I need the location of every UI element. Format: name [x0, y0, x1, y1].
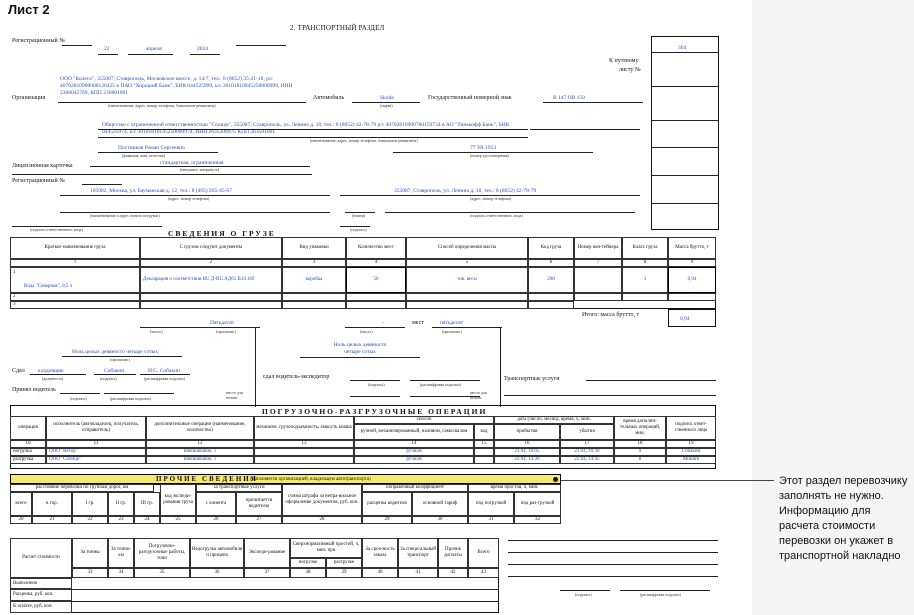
car-caption: (марка) [380, 103, 393, 108]
stub-caption-a: (наименование и адрес пункта погрузки) [90, 213, 160, 218]
stub-caption-b: (подпись ответственного лица) [470, 213, 523, 218]
section-title: 2. ТРАНСПОРТНЫЙ РАЗДЕЛ [290, 24, 385, 32]
other-th-distance: расстояние перевозки по группам дорог, км [10, 484, 154, 492]
calc-colnum: 36 [190, 568, 244, 578]
position-caption: (должность) [42, 376, 63, 381]
other-th-g2: II гр. [108, 492, 134, 516]
cargo-row-mass: 0,94 [668, 267, 716, 293]
reg-label: Регистрационный № [12, 38, 65, 44]
stub-caption-e: (подпись) [350, 227, 367, 232]
pointer-dot [553, 477, 558, 482]
ops-row-extra-time: 9 [614, 448, 666, 456]
places-caption-2: (прописью) [442, 329, 462, 334]
cargo-row-num: 2 [10, 293, 140, 301]
waybill-number: 364 [678, 45, 687, 51]
handed-name: И.С. Собакин [148, 368, 180, 374]
decode-caption: (расшифровка подписи) [144, 376, 185, 381]
cargo-row-empty [346, 293, 406, 301]
cargo-th-name: Краткое наименование груза [10, 237, 140, 259]
cargo-band-title: СВЕДЕНИЯ О ГРУЗЕ [168, 229, 276, 238]
cargo-row-empty [346, 301, 406, 309]
calc-th: Погрузочно-разгрузочные работы, тонн [134, 538, 190, 568]
calc-th: Экспеди-рование [244, 538, 290, 568]
cargo-row-container [574, 267, 622, 293]
other-th-g3: III гр. [134, 492, 160, 516]
other-th-base-rate: основной тариф [412, 492, 468, 516]
ops-row-executor: ООО "Солнце" [46, 456, 146, 464]
cargo-row-class: 3 [622, 267, 668, 293]
other-th-coef: поправочный коэффициент [362, 484, 468, 492]
decode-caption-2: (расшифровка подписи) [420, 382, 461, 387]
driver-handed-label: сдал водитель-экспедитор [263, 374, 330, 380]
carrier-value: Общество с ограниченной ответственностью "Солнце", 355087, Ставрополь, ул. Ленина д. 18, тел.: 8 (8652) 42-78-79 р/с 40702810900760159734 в АО "Тинькофф Банк", БИК 044525974, к/с 30101810145250000974, ИНН 2635208975 КПП 263501001 [102, 122, 510, 135]
cargo-th-pack: Вид упаковки [282, 237, 346, 259]
calc-colnum: 42 [438, 568, 468, 578]
other-band-sub: (заполняется организацией, владельцем автотранспорта) [250, 477, 371, 482]
calc-colnum: 34 [108, 568, 134, 578]
org-value: ООО "Колесо", 355087, Ставрополь, Московское шоссе, д. 14/7, тел.: 8 (8652) 35-21-18, р/с 40702810900000120425 в ПАО "Хороший Банк", БИК 044525999, к/с 30101810845250000999, ИНН 2308045769, КПП 230801001 [60, 76, 293, 96]
count-caption: (число) [150, 329, 163, 334]
mass-written: Ноль целых девяносто четыре сотых [72, 349, 159, 355]
other-colnum: 20 [10, 516, 32, 524]
other-th-city: в гор. [32, 492, 72, 516]
cargo-colnum: 9 [668, 259, 716, 267]
ops-row-op: погрузка [10, 448, 46, 456]
places-written-2: пятьдесят [440, 320, 464, 326]
signature-caption-3: (подпись) [70, 396, 87, 401]
ops-row-extra: взвешивание, 1 [146, 448, 254, 456]
card-caption: (ненужное зачеркнуть) [180, 167, 220, 172]
other-th-due-driver: причитается водителю [236, 492, 282, 516]
other-colnum: 27 [236, 516, 282, 524]
driver-name: Постников Роман Сергеевич [118, 145, 185, 151]
annotation-pointer [558, 480, 774, 481]
calc-colnum: 40 [362, 568, 398, 578]
cargo-row-empty [574, 293, 622, 301]
cargo-th-class: Класс груза [622, 237, 668, 259]
other-th-g1: I гр. [72, 492, 108, 516]
cargo-row-code: 200 [528, 267, 574, 293]
cargo-colnum: 2 [140, 259, 282, 267]
cargo-row-empty [406, 301, 528, 309]
calc-row: Расценка, руб. коп. [10, 589, 72, 601]
other-th-fine: сумма штрафа за непра-вильное оформление документов, руб. коп. [282, 484, 362, 516]
driver-caption: (фамилия, имя, отчество) [122, 153, 166, 158]
cargo-th-method: Способ определения массы [406, 237, 528, 259]
decode-caption-3: (расшифровка подписи) [110, 396, 151, 401]
date-day: 22 [104, 46, 110, 52]
ops-row-code [474, 456, 494, 464]
other-colnum: 30 [412, 516, 468, 524]
services-label: Транспортные услуги [504, 376, 560, 382]
ops-row-departure: 21.04, 10:30 [560, 448, 614, 456]
total-value: 0,94 [680, 316, 690, 322]
car-label: Автомобиль [313, 95, 345, 101]
signature-caption: (подпись) [100, 376, 117, 381]
license-caption: (номер удостоверения) [470, 153, 509, 158]
cargo-row-num: 3 [10, 301, 140, 309]
calc-colnum: 41 [398, 568, 438, 578]
places-caption: (прописью) [216, 329, 236, 334]
ops-th-method-group: способ [354, 416, 494, 424]
calc-colnum: 33 [72, 568, 108, 578]
accepted-label: Принял водитель [12, 387, 56, 393]
other-band-title: ПРОЧИЕ СВЕДЕНИЯ [156, 475, 258, 483]
calc-th: Всего [468, 538, 499, 568]
ops-band-title: ПОГРУЗОЧНО-РАЗГРУЗОЧНЫЕ ОПЕРАЦИИ [262, 407, 488, 416]
cargo-row-pack: коробка [282, 267, 346, 293]
other-colnum: 26 [196, 516, 236, 524]
ops-row-arrival: 22.04, 14:30 [494, 456, 560, 464]
total-label: Итого: масса брутто, т [582, 312, 640, 318]
from-address: 105082, Москва, ул. Бауманская д. 12, тел.: 8 (495) 265-45-67 [90, 188, 232, 194]
cargo-row-empty [528, 293, 574, 301]
calc-colnum: 39 [326, 568, 362, 578]
car-value: Skoda [380, 95, 394, 101]
ops-colnum: 19 [666, 440, 716, 448]
other-colnum: 29 [362, 516, 412, 524]
seal-label: место для печати [226, 390, 243, 400]
org-caption: (наименование, адрес, номер телефона, банковские реквизиты) [108, 103, 216, 108]
other-colnum: 22 [72, 516, 108, 524]
card-label: Лицензионная карточка [12, 163, 73, 169]
ops-row-extra-time: 8 [614, 456, 666, 464]
ops-row-op: разгрузка [10, 456, 46, 464]
plate-value: В 147 ОВ 150 [553, 95, 585, 101]
cargo-row-name: Вода "Северная", 0,5 л [24, 283, 73, 289]
other-th-services: за транспортные услуги [196, 484, 282, 492]
ops-th-extra: дополнительные операции (наименование, количество) [146, 416, 254, 440]
calc-th: Сверхнормативный простой, ч, мин. при [290, 538, 362, 558]
cargo-row-docs: Декларация о соответствии RU Д-RU.АД61.В.01169 [140, 267, 282, 293]
calc-row-label: Расчет стоимости [10, 538, 72, 578]
handed-signature: Собакин [104, 368, 125, 374]
calc-th-sub: погрузке [290, 558, 326, 568]
ops-th-method: ручной, механизированный, наливом, самосвалом [354, 424, 474, 440]
calc-colnum: 37 [244, 568, 290, 578]
calc-sign-caption: (подпись) [575, 592, 592, 597]
ops-th-departure: убытия [560, 424, 614, 440]
cargo-colnum: 6 [528, 259, 574, 267]
ops-colnum: 13 [254, 440, 354, 448]
handed-label: Сдал [12, 368, 25, 374]
ops-row-arrival: 21.04, 10:05 [494, 448, 560, 456]
cargo-colnum: 8 [622, 259, 668, 267]
ops-colnum: 14 [354, 440, 474, 448]
ops-row-method: ручной [354, 448, 474, 456]
cargo-colnum: 3 [282, 259, 346, 267]
other-th-loading: под погрузкой [468, 492, 514, 516]
calc-colnum: 38 [290, 568, 326, 578]
to-address: 355087, Ставрополь, ул. Ленина д. 18, тел.: 8 (8652) 42-78-79 [394, 188, 537, 194]
cargo-colnum: 7 [574, 259, 622, 267]
stub-caption-d: (подпись ответственного лица) [30, 227, 83, 232]
waybill-label-1: К путевому [609, 58, 639, 64]
cargo-row-empty [282, 293, 346, 301]
cargo-th-code: Код груза [528, 237, 574, 259]
cargo-row-method: тов. весы [406, 267, 528, 293]
seal-label-2: место для печати [470, 390, 487, 400]
cargo-row-num: 1 [10, 267, 140, 293]
ops-th-datetime: дата (число, месяц), время, ч, мин. [494, 416, 614, 424]
other-colnum: 23 [108, 516, 134, 524]
ops-row-departure: 22.04, 14:45 [560, 456, 614, 464]
cargo-row-qty: 50 [346, 267, 406, 293]
calc-th: Прочие доплаты [438, 538, 468, 568]
cargo-row-empty [406, 293, 528, 301]
cargo-row-empty [622, 293, 668, 301]
cargo-row-empty [668, 293, 716, 301]
other-colnum: 31 [468, 516, 514, 524]
mass-caption: (прописью) [110, 357, 130, 362]
other-th-total: всего [10, 492, 32, 516]
ops-th-executor: исполнитель (автовладелец, получатель, отправитель) [46, 416, 146, 440]
other-th-driver-pay: расценка водителя [362, 492, 412, 516]
cargo-colnum: 1 [10, 259, 140, 267]
total-box [668, 309, 716, 327]
other-colnum: 25 [160, 516, 196, 524]
cargo-row-empty [282, 301, 346, 309]
calc-colnum: 35 [134, 568, 190, 578]
ops-th-mech: механизм, грузоподъемность, емкость ковша [254, 416, 354, 440]
ops-colnum: 17 [560, 440, 614, 448]
calc-row: К оплате, руб. коп. [10, 601, 72, 613]
cargo-th-docs: С грузом следуют документы [140, 237, 282, 259]
places-label: мест [412, 320, 424, 326]
cargo-colnum: 4 [346, 259, 406, 267]
ops-row-mech [254, 456, 354, 464]
sheet-title: Лист 2 [8, 2, 50, 17]
org-label: Организация [12, 95, 46, 101]
ops-th-code: код [474, 424, 494, 440]
ops-row-method: ручной [354, 456, 474, 464]
other-th-from-client: с клиента [196, 492, 236, 516]
calc-th-sub: разгрузке [326, 558, 362, 568]
cargo-colnum: 5 [406, 259, 528, 267]
ops-th-arrival: прибытия [494, 424, 560, 440]
cargo-th-container: Номер кон-тейнера [574, 237, 622, 259]
annotation-note: Этот раздел перевозчику заполнять не нужно. Информацию для расчета стоимости перевозки он укажет в транспортной накладно [779, 475, 908, 562]
license-number: 77 УА 1913 [470, 145, 497, 151]
ops-row-extra: взвешивание, 1 [146, 456, 254, 464]
other-colnum: 28 [282, 516, 362, 524]
reg2-label: Регистрационный № [12, 178, 65, 184]
ops-th-sign: подпись ответ-ственного лица [666, 416, 716, 440]
cargo-row-empty [140, 301, 282, 309]
other-th-exp-code: код экспеди-рования груза [160, 484, 196, 516]
ops-colnum: 10 [10, 440, 46, 448]
date-month: апреля [146, 46, 162, 52]
cargo-th-qty: Количество мест [346, 237, 406, 259]
ops-row-executor: ООО "Ветер" [46, 448, 146, 456]
other-th-idle: время простоя, ч, мин. [468, 484, 561, 492]
calc-th: За специ-альный транспорт [398, 538, 438, 568]
places-written: Пятьдесят [210, 320, 235, 326]
calc-decode-caption: (расшифровка подписи) [640, 592, 681, 597]
places-dash: - [382, 320, 384, 326]
ops-colnum: 16 [494, 440, 560, 448]
ops-colnum: 11 [46, 440, 146, 448]
ops-colnum: 12 [146, 440, 254, 448]
signature-caption-2: (подпись) [368, 382, 385, 387]
cargo-row-empty [140, 293, 282, 301]
cargo-row-empty [528, 301, 574, 309]
other-colnum: 32 [514, 516, 561, 524]
other-colnum: 24 [134, 516, 160, 524]
ops-colnum: 18 [614, 440, 666, 448]
calc-colnum: 43 [468, 568, 499, 578]
calc-th: За сроч-ность заказа [362, 538, 398, 568]
carrier-caption: (наименование, адрес, номер телефона, банковские реквизиты) [310, 138, 418, 143]
waybill-box [651, 36, 719, 230]
calc-th: Недогрузка автомобиля и прицепа [190, 538, 244, 568]
stub-caption-c: (номер) [352, 213, 366, 218]
handed-position: кладовщик [38, 368, 64, 374]
waybill-label-2: листу № [619, 67, 641, 73]
count-caption-2: (число) [360, 329, 373, 334]
ops-th-op: операция [10, 416, 46, 440]
card-value: стандартная, ограниченная [160, 160, 224, 166]
plate-label: Государственный номерной знак [428, 95, 512, 101]
calc-th: За тонно-км [108, 538, 134, 568]
other-colnum: 21 [32, 516, 72, 524]
ops-colnum: 15 [474, 440, 494, 448]
date-year: 2024 [197, 46, 208, 52]
from-caption: (адрес, номер телефона) [168, 196, 210, 201]
calc-th: За тонны [72, 538, 108, 568]
ops-row-mech [254, 448, 354, 456]
ops-row-sign: Собакин [666, 448, 716, 456]
to-caption: (адрес, номер телефона) [470, 196, 512, 201]
ops-th-extra-time: время дополни-тельных операций, мин. [614, 416, 666, 440]
mass-written-2: Ноль целых девяносто четыре сотых [333, 342, 387, 355]
other-th-unloading: под раз-грузкой [514, 492, 561, 516]
cargo-th-mass: Масса брутто, т [668, 237, 716, 259]
ops-row-sign: Мишин [666, 456, 716, 464]
calc-row: Выполнено [10, 578, 72, 589]
ops-row-code [474, 448, 494, 456]
